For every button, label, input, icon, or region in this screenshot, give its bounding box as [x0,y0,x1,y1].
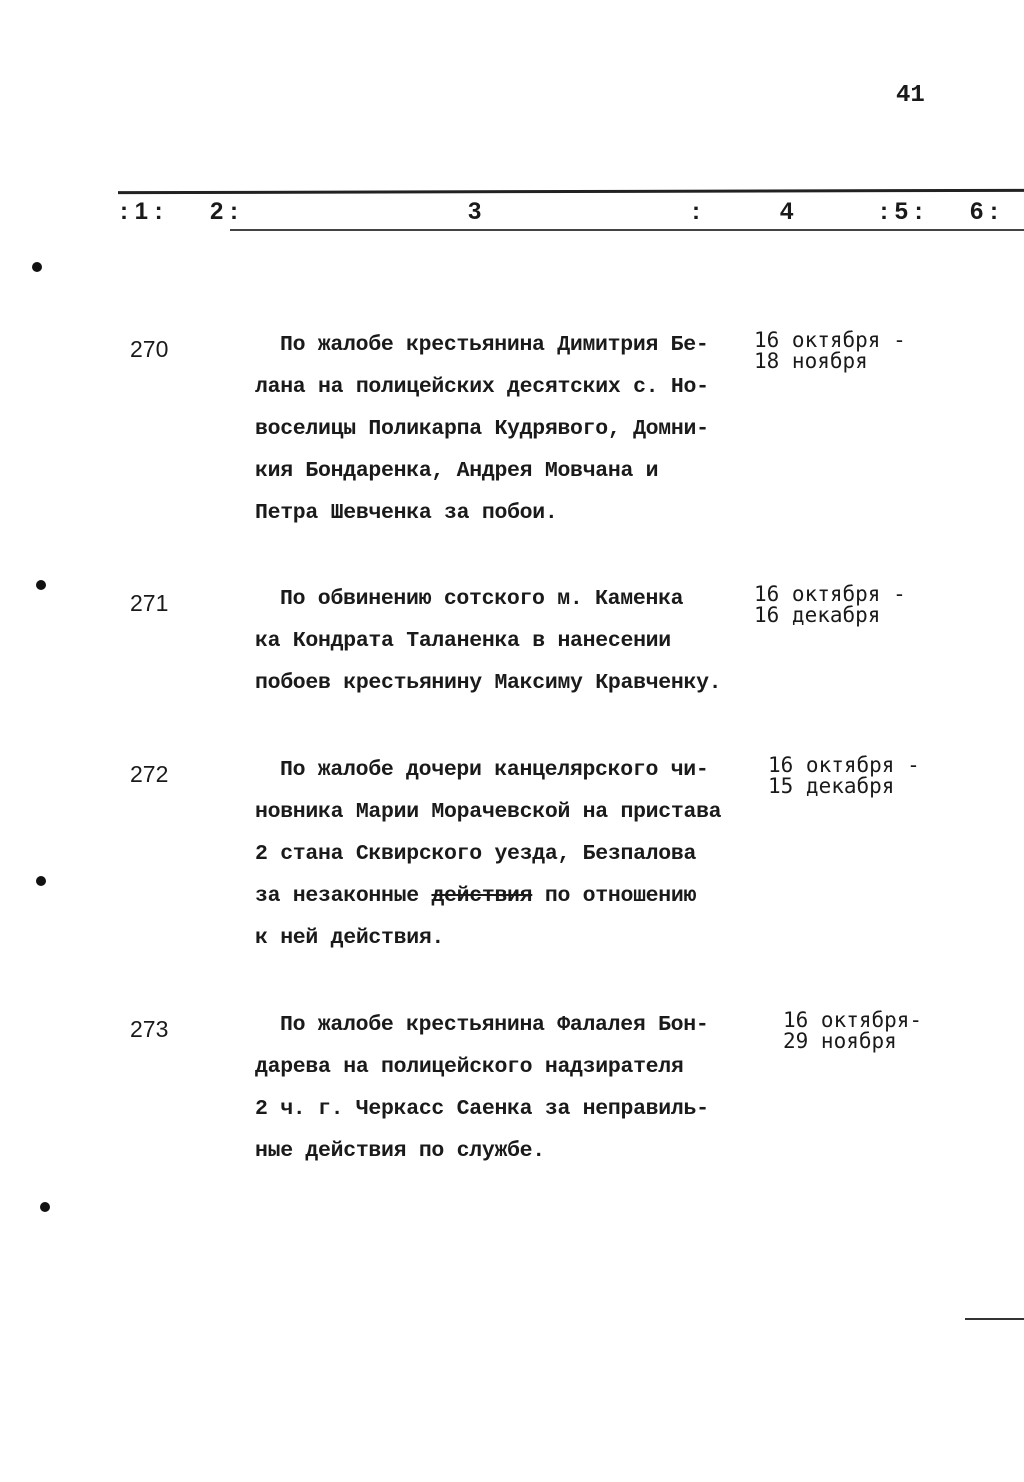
struck-out-word: действия [431,884,533,908]
entry-dates [754,584,906,626]
hole-punch-mark [40,1202,50,1212]
column-header-5: : 5 : [880,198,923,225]
entry-description [255,755,721,965]
text-segment: ка Кондрата Таланенка в нанесении [255,629,671,653]
end-date: 18 ноября [754,349,868,373]
text-segment: Петра Шевченка за побои. [255,501,558,525]
text-segment: По жалобе дочери канцелярского чи- [280,758,709,782]
description-line [255,839,721,881]
hole-punch-mark [36,876,46,886]
entry-number: 271 [130,590,169,616]
text-segment: кия Бондаренка, Андрея Мовчана и [255,459,659,483]
description-line [255,372,709,414]
description-line [255,1136,709,1178]
text-segment: к ней действия. [255,926,445,950]
column-header-1: : 1 : [120,198,163,225]
description-line [255,414,709,456]
end-date: 29 ноября [783,1029,897,1053]
text-segment: за незаконные [255,884,432,908]
text-segment: побоев крестьянину Максиму Кравченку. [255,671,722,695]
entry-description [255,584,721,710]
start-date: 16 октября - [768,753,920,777]
description-line [255,456,709,498]
description-line [255,881,721,923]
text-segment: лана на полицейских десятских с. Но- [255,375,709,399]
description-line [255,668,721,710]
description-line [255,330,709,372]
text-segment: ные действия по службе. [255,1139,545,1163]
start-date: 16 октября - [754,582,906,606]
header-bottom-rule [230,229,1024,231]
start-date: 16 октября- [783,1008,923,1032]
description-line [255,923,721,965]
description-line [255,584,721,626]
entry-description [255,330,709,540]
entry-dates [783,1010,922,1052]
text-segment: воселицы Поликарпа Кудрявого, Домни- [255,417,709,441]
column-header-3: 3 [468,198,482,225]
text-segment: дарева на полицейского надзирателя [255,1055,684,1079]
margin-dash [965,1318,1024,1320]
entry-description [255,1010,709,1178]
text-segment: по отношению [532,884,697,908]
column-separator: : [692,198,700,225]
column-header-6: 6 : [970,198,999,225]
description-line [255,1010,709,1052]
description-line [255,498,709,540]
header-top-rule [118,189,1024,194]
description-line [255,1094,709,1136]
text-segment: 2 ч. г. Черкасс Саенка за неправиль- [255,1097,709,1121]
description-line [255,626,721,668]
text-segment: По обвинению сотского м. Каменка [280,587,684,611]
text-segment: новника Марии Морачевской на пристава [255,800,722,824]
entry-number: 270 [130,336,169,362]
hole-punch-mark [32,262,42,272]
page-number: 41 [896,82,925,109]
end-date: 15 декабря [768,774,895,798]
column-header-4: 4 [780,198,794,225]
entry-number: 272 [130,761,169,787]
entry-number: 273 [130,1016,169,1042]
text-segment: 2 стана Сквирского уезда, Безпалова [255,842,697,866]
hole-punch-mark [36,580,46,590]
entry-dates [768,755,920,797]
text-segment: По жалобе крестьянина Фалалея Бон- [280,1013,709,1037]
text-segment: По жалобе крестьянина Димитрия Бе- [280,333,709,357]
description-line [255,755,721,797]
column-header-2: 2 : [210,198,239,225]
description-line [255,797,721,839]
description-line [255,1052,709,1094]
entry-dates [754,330,906,372]
end-date: 16 декабря [754,603,881,627]
start-date: 16 октября - [754,328,906,352]
